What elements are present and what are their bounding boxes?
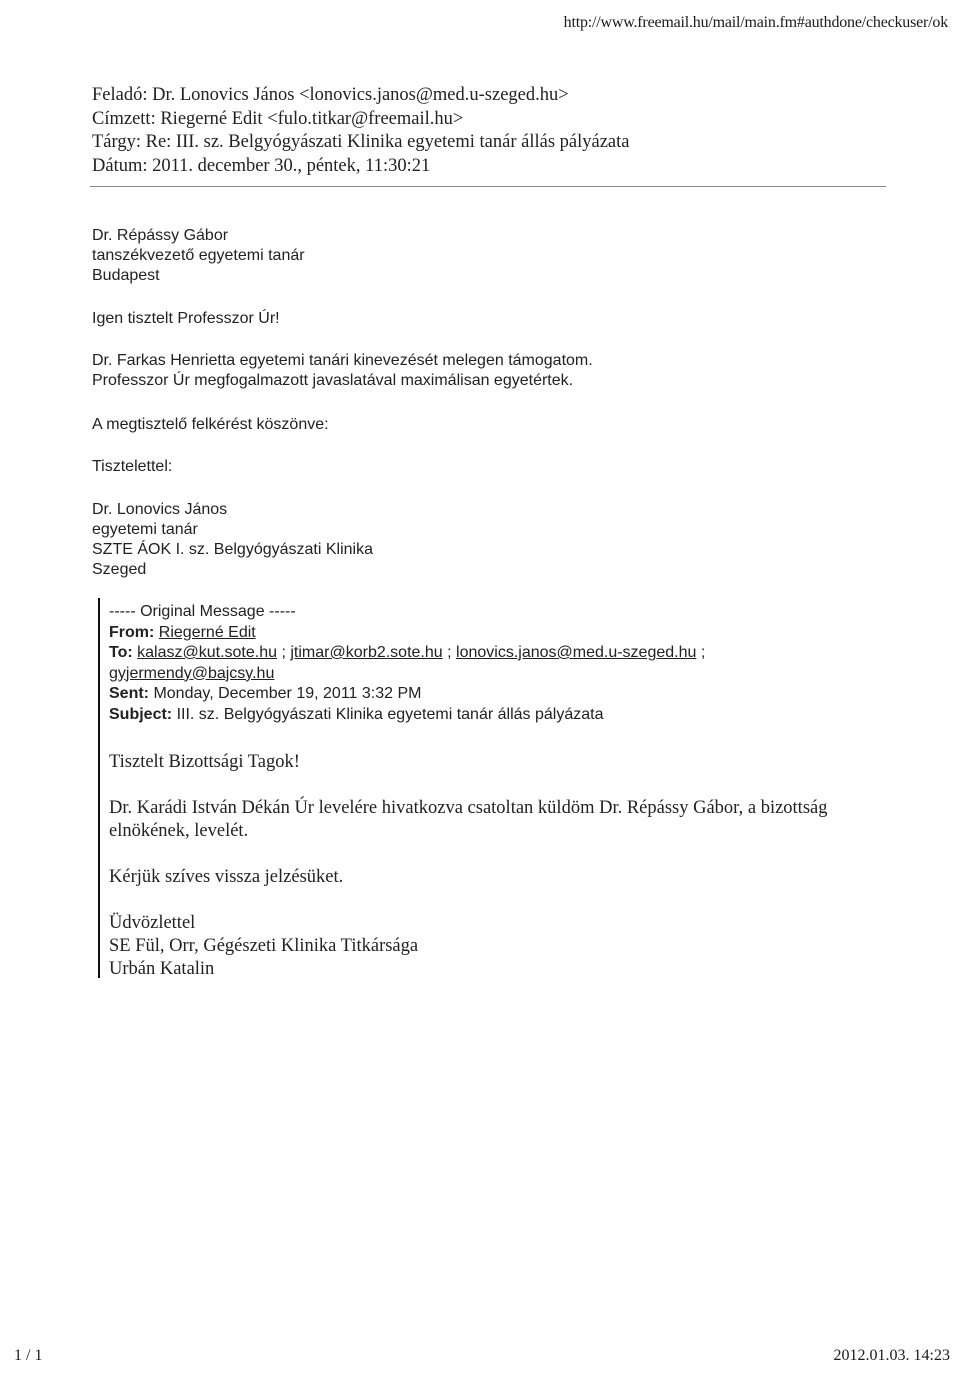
from-label: From: bbox=[109, 623, 155, 641]
original-sign-greeting: Üdvözlettel bbox=[109, 913, 196, 933]
header-to: Címzett: Riegerné Edit <fulo.titkar@freemail.hu> bbox=[92, 108, 464, 129]
page-number: 1 / 1 bbox=[14, 1347, 43, 1364]
recipient-name: Dr. Répássy Gábor bbox=[92, 227, 229, 244]
reply-recipient-block bbox=[92, 226, 305, 286]
original-request: Kérjük szíves vissza jelzésüket. bbox=[109, 867, 344, 887]
original-from-row bbox=[109, 623, 858, 644]
original-sign-name: Urbán Katalin bbox=[109, 959, 215, 979]
reply-closing: Tisztelettel: bbox=[92, 458, 173, 475]
to-link[interactable]: jtimar@korb2.sote.hu bbox=[290, 644, 443, 661]
original-headers bbox=[109, 602, 858, 725]
reply-thanks: A megtisztelő felkérést köszönve: bbox=[92, 416, 329, 433]
original-marker: ----- Original Message ----- bbox=[109, 603, 296, 620]
to-separator: ; bbox=[277, 644, 291, 661]
original-body bbox=[109, 751, 858, 981]
to-separator: ; bbox=[696, 644, 706, 661]
reply-paragraph-line: Dr. Farkas Henrietta egyetemi tanári kinevezését melegen támogatom. bbox=[92, 352, 593, 369]
original-salutation: Tisztelt Bizottsági Tagok! bbox=[109, 752, 300, 772]
signature-name: Dr. Lonovics János bbox=[92, 501, 228, 518]
subject-value: III. sz. Belgyógyászati Klinika egyetemi tanár állás pályázata bbox=[176, 705, 604, 723]
reply-greeting: Igen tisztelt Professzor Úr! bbox=[92, 310, 280, 327]
signature-title: egyetemi tanár bbox=[92, 521, 198, 538]
original-message-line: Dr. Karádi István Dékán Úr levelére hivatkozva csatoltan küldöm Dr. Répássy Gábor, a bizottság bbox=[109, 798, 828, 818]
signature-city: Szeged bbox=[92, 561, 147, 578]
original-sent-row bbox=[109, 684, 858, 705]
reply-paragraph-line: Professzor Úr megfogalmazott javaslatával maximálisan egyetértek. bbox=[92, 372, 574, 389]
to-label: To: bbox=[109, 644, 133, 661]
header-divider bbox=[90, 186, 886, 187]
to-link[interactable]: kalasz@kut.sote.hu bbox=[137, 644, 278, 661]
header-subject: Tárgy: Re: III. sz. Belgyógyászati Klinika egyetemi tanár állás pályázata bbox=[92, 132, 630, 152]
original-subject-row bbox=[109, 705, 858, 726]
reply-signature bbox=[92, 500, 373, 580]
recipient-city: Budapest bbox=[92, 267, 160, 284]
reply-paragraph bbox=[92, 351, 593, 391]
original-to-row-cont bbox=[109, 664, 858, 685]
header-date: Dátum: 2011. december 30., péntek, 11:30:21 bbox=[92, 155, 431, 176]
print-url-header: http://www.freemail.hu/mail/main.fm#authdone/checkuser/ok bbox=[563, 14, 948, 31]
print-timestamp: 2012.01.03. 14:23 bbox=[833, 1347, 950, 1364]
original-to-row bbox=[109, 643, 858, 664]
subject-label: Subject: bbox=[109, 705, 173, 723]
recipient-title: tanszékvezető egyetemi tanár bbox=[92, 247, 305, 264]
original-sign-org: SE Fül, Orr, Gégészeti Klinika Titkársága bbox=[109, 936, 419, 956]
to-link[interactable]: gyjermendy@bajcsy.hu bbox=[109, 664, 275, 682]
header-from: Feladó: Dr. Lonovics János <lonovics.janos@med.u-szeged.hu> bbox=[92, 85, 569, 105]
sent-value: Monday, December 19, 2011 3:32 PM bbox=[153, 685, 422, 702]
email-headers bbox=[92, 84, 630, 178]
to-link[interactable]: lonovics.janos@med.u-szeged.hu bbox=[456, 644, 697, 661]
original-message-quote bbox=[98, 598, 858, 978]
to-separator: ; bbox=[442, 644, 457, 661]
signature-dept: SZTE ÁOK I. sz. Belgyógyászati Klinika bbox=[92, 541, 373, 558]
sent-label: Sent: bbox=[109, 685, 149, 702]
from-link[interactable]: Riegerné Edit bbox=[158, 623, 256, 641]
original-message-line: elnökének, levelét. bbox=[109, 821, 249, 841]
